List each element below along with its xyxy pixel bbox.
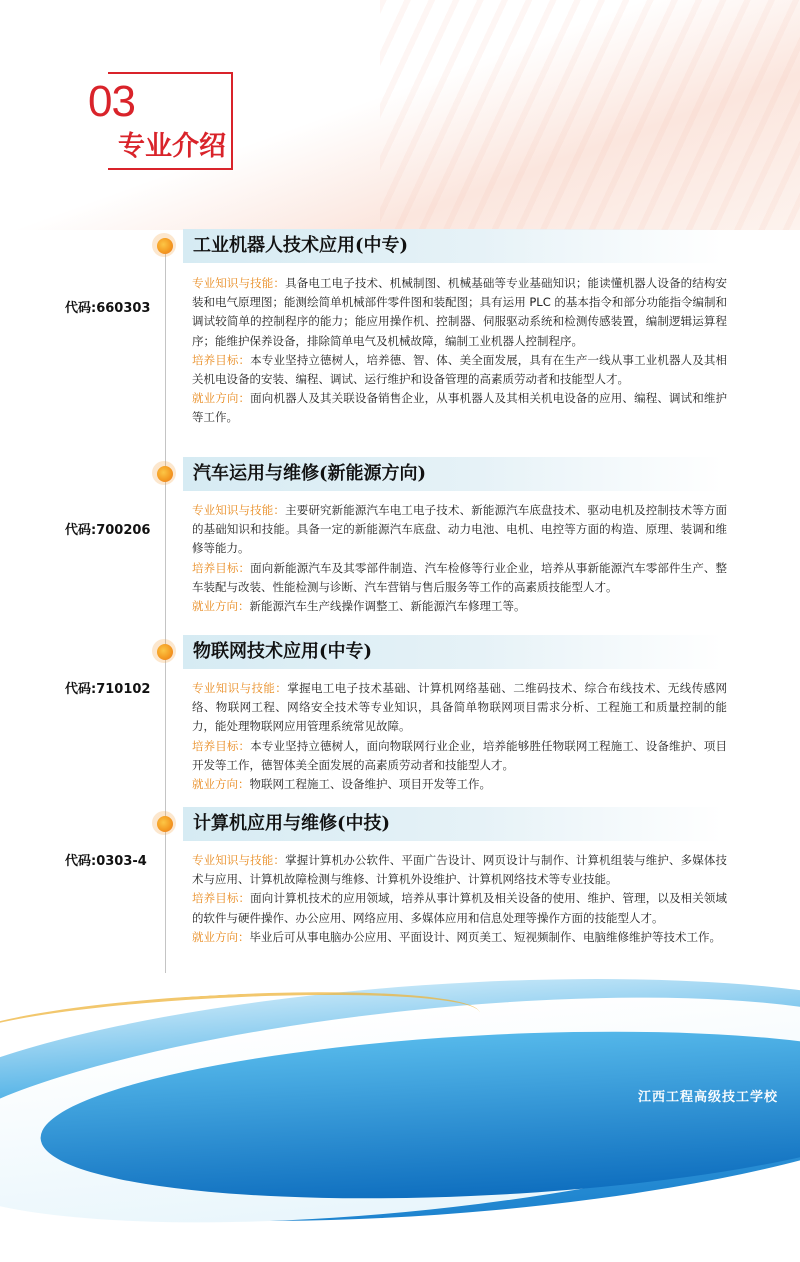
skills-text: 主要研究新能源汽车电工电子技术、新能源汽车底盘技术、驱动电机及控制技术等方面的基础知识和技能。具备一定的新能源汽车底盘、动力电池、电机、电控等方面的构造、原理、装调和维修等能力。 bbox=[192, 503, 728, 556]
skills-text: 掌握电工电子技术基础、计算机网络基础、二维码技术、综合布线技术、无线传感网络、物联网工程、网络安全技术等专业知识，具备简单物联网项目需求分析、工程施工和质量控制的能力，能处理物联网应用管理系统常见故障。 bbox=[192, 681, 728, 734]
major-description bbox=[192, 501, 727, 616]
major-banner bbox=[183, 635, 723, 669]
goal-label: 培养目标： bbox=[192, 352, 251, 367]
timeline-dot-icon bbox=[157, 644, 173, 660]
career-label: 就业方向： bbox=[192, 929, 250, 944]
timeline-dot-icon bbox=[157, 816, 173, 832]
goal-text: 本专业坚持立德树人，面向物联网行业企业，培养能够胜任物联网工程施工、设备维护、项目开发等工作，德智体美全面发展的高素质劳动者和技能型人才。 bbox=[192, 738, 728, 772]
goal-label: 培养目标： bbox=[192, 891, 251, 906]
skills-label: 专业知识与技能： bbox=[192, 853, 286, 867]
goal-label: 培养目标： bbox=[192, 560, 251, 575]
major-description bbox=[192, 274, 727, 428]
major-title: 计算机应用与维修(中技) bbox=[193, 813, 391, 834]
timeline-dot-icon bbox=[157, 466, 173, 482]
career-label: 就业方向： bbox=[192, 777, 250, 792]
skills-label: 专业知识与技能： bbox=[192, 503, 286, 517]
major-code: 代码:710102 bbox=[65, 682, 151, 697]
goal-text: 本专业坚持立德树人，培养德、智、体、美全面发展，具有在生产一线从事工业机器人及其相关机电设备的安装、编程、调试、运行维护和设备管理的高素质劳动者和技能型人才。 bbox=[192, 352, 728, 387]
major-banner bbox=[183, 229, 723, 263]
career-text: 面向机器人及其关联设备销售企业，从事机器人及其相关机电设备的应用、编程、调试和维护等工作。 bbox=[192, 391, 728, 425]
career-label: 就业方向： bbox=[192, 599, 250, 614]
timeline-dot-icon bbox=[157, 238, 173, 254]
career-text: 新能源汽车生产线操作调整工、新能源汽车修理工等。 bbox=[249, 599, 526, 614]
major-banner bbox=[183, 457, 723, 491]
skills-text: 掌握计算机办公软件、平面广告设计、网页设计与制作、计算机组装与维护、多媒体技术与应用、计算机故障检测与维修、计算机外设维护、计算机网络技术等专业技能。 bbox=[192, 853, 728, 887]
top-stripes-decoration bbox=[380, 0, 800, 230]
major-description bbox=[192, 851, 727, 947]
major-code: 代码:700206 bbox=[65, 523, 151, 538]
skills-text: 具备电工电子技术、机械制图、机械基础等专业基础知识；能读懂机器人设备的结构安装和电气原理图；能测绘简单机械部件零件图和装配图；具有运用 PLC 的基本指令和部分功能指令编制和调试较简单的控制程序的能力；能应用操作机、控制器、伺服驱动系统和检测传感装置，编制逻辑运算程序；能维护保养设备，排除简单电气及机械故障，编制工业机器人控制程序。 bbox=[192, 276, 728, 348]
major-title: 工业机器人技术应用(中专) bbox=[193, 235, 409, 256]
career-text: 物联网工程施工、设备维护、项目开发等工作。 bbox=[249, 777, 491, 792]
major-code: 代码:0303-4 bbox=[65, 854, 147, 869]
major-description bbox=[192, 679, 727, 794]
skills-label: 专业知识与技能： bbox=[192, 276, 286, 290]
goal-text: 面向新能源汽车及其零部件制造、汽车检修等行业企业，培养从事新能源汽车零部件生产、整车装配与改装、性能检测与诊断、汽车营销与售后服务等工作的高素质技能型人才。 bbox=[192, 560, 728, 594]
career-text: 毕业后可从事电脑办公应用、平面设计、网页美工、短视频制作、电脑维修维护等技术工作。 bbox=[249, 929, 721, 944]
goal-text: 面向计算机技术的应用领域，培养从事计算机及相关设备的使用、维护、管理，以及相关领域的软件与硬件操作、办公应用、网络应用、多媒体应用和信息处理等操作方面的技能型人才。 bbox=[192, 891, 728, 925]
section-number: 03 bbox=[88, 78, 139, 126]
major-title: 物联网技术应用(中专) bbox=[193, 641, 373, 662]
skills-label: 专业知识与技能： bbox=[192, 681, 288, 695]
footer-school-name: 江西工程高级技工学校 bbox=[637, 1090, 778, 1105]
goal-label: 培养目标： bbox=[192, 738, 251, 753]
header-frame-top bbox=[108, 72, 233, 74]
major-code: 代码:660303 bbox=[65, 301, 151, 316]
career-label: 就业方向： bbox=[192, 391, 251, 406]
major-banner bbox=[183, 807, 723, 841]
major-title: 汽车运用与维修(新能源方向) bbox=[193, 463, 427, 484]
section-title: 专业介绍 bbox=[118, 131, 226, 162]
timeline-line bbox=[165, 238, 166, 973]
